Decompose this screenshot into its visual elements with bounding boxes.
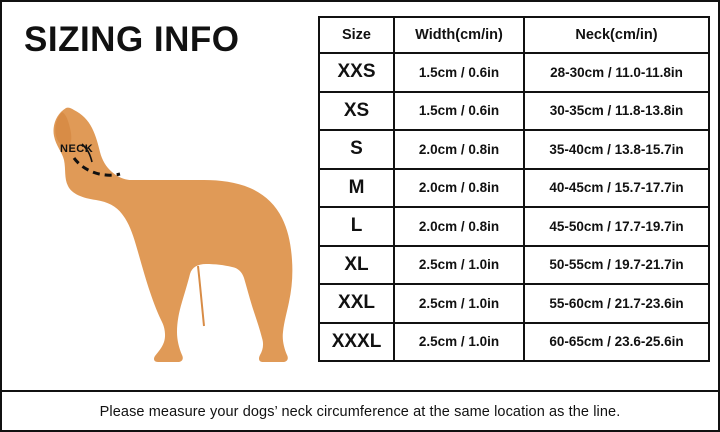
cell-neck: 30-35cm / 11.8-13.8in (524, 92, 709, 131)
cell-size: XXXL (319, 323, 394, 362)
table-row (319, 53, 709, 92)
cell-size: XXL (319, 284, 394, 323)
cell-width: 1.5cm / 0.6in (394, 92, 524, 131)
cell-neck: 35-40cm / 13.8-15.7in (524, 130, 709, 169)
column-header-neck: Neck(cm/in) (524, 17, 709, 53)
cell-width: 2.0cm / 0.8in (394, 130, 524, 169)
cell-size: S (319, 130, 394, 169)
table-row (319, 92, 709, 131)
table-row (319, 130, 709, 169)
cell-size: XXS (319, 53, 394, 92)
column-header-width: Width(cm/in) (394, 17, 524, 53)
column-header-size: Size (319, 17, 394, 53)
cell-neck: 55-60cm / 21.7-23.6in (524, 284, 709, 323)
table-row (319, 169, 709, 208)
cell-neck: 40-45cm / 15.7-17.7in (524, 169, 709, 208)
table-row (319, 284, 709, 323)
measurement-note: Please measure your dogs’ neck circumference at the same location as the line. (99, 404, 621, 420)
cell-width: 2.0cm / 0.8in (394, 169, 524, 208)
dog-illustration (12, 74, 302, 374)
dog-side-profile-icon (12, 74, 302, 374)
sizing-table (318, 16, 710, 362)
cell-width: 2.5cm / 1.0in (394, 284, 524, 323)
table-header-row (319, 17, 709, 53)
cell-neck: 50-55cm / 19.7-21.7in (524, 246, 709, 285)
table-row (319, 246, 709, 285)
cell-neck: 60-65cm / 23.6-25.6in (524, 323, 709, 362)
table-row (319, 207, 709, 246)
cell-neck: 28-30cm / 11.0-11.8in (524, 53, 709, 92)
cell-neck: 45-50cm / 17.7-19.7in (524, 207, 709, 246)
cell-width: 2.5cm / 1.0in (394, 246, 524, 285)
cell-width: 2.0cm / 0.8in (394, 207, 524, 246)
cell-width: 1.5cm / 0.6in (394, 53, 524, 92)
illustration-panel (2, 2, 308, 390)
cell-size: M (319, 169, 394, 208)
neck-measurement-label: NECK (60, 143, 94, 155)
cell-width: 2.5cm / 1.0in (394, 323, 524, 362)
cell-size: L (319, 207, 394, 246)
cell-size: XL (319, 246, 394, 285)
page-title: SIZING INFO (24, 20, 240, 59)
table-row (319, 323, 709, 362)
cell-size: XS (319, 92, 394, 131)
